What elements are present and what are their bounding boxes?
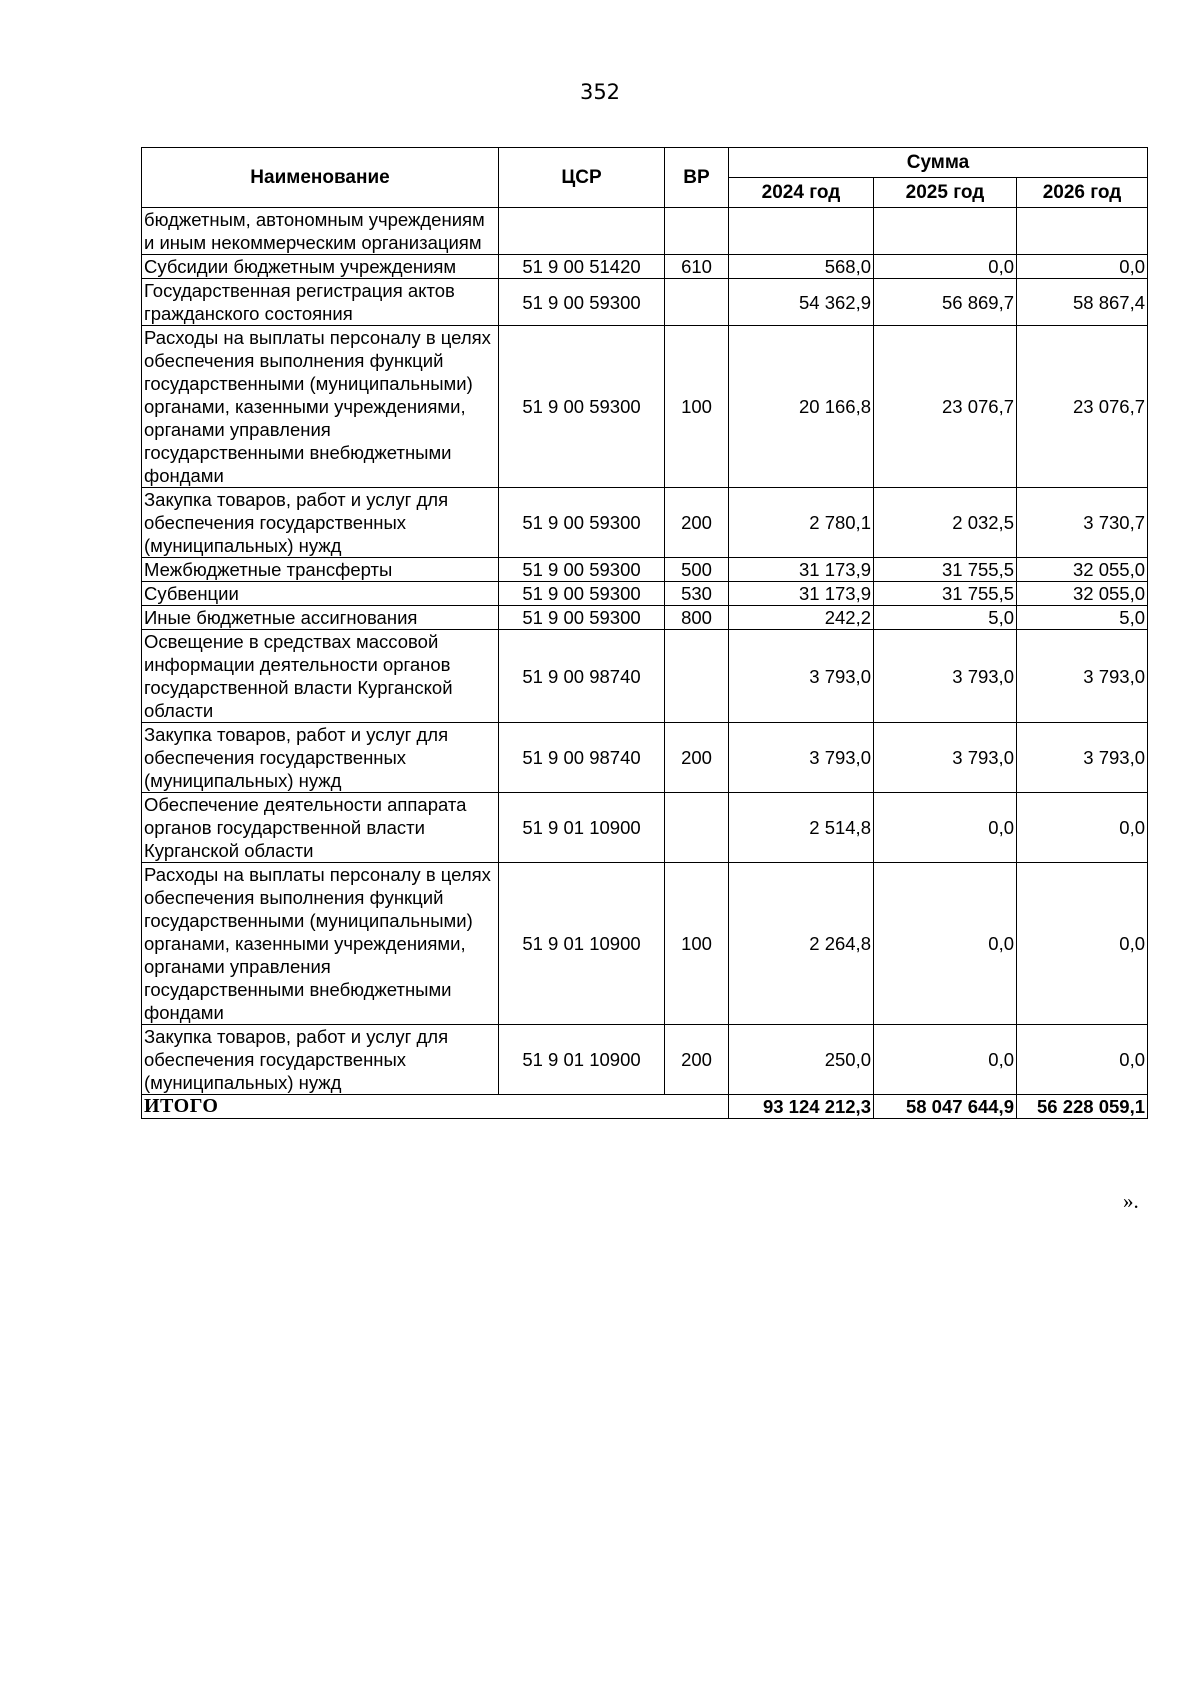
row-vr: 200 [665, 1025, 729, 1095]
table-row [142, 255, 1148, 279]
row-name: Иные бюджетные ассигнования [142, 606, 499, 630]
row-2025: 0,0 [874, 863, 1017, 1025]
row-2026: 5,0 [1017, 606, 1148, 630]
row-name: Обеспечение деятельности аппарата органов государственной власти Курганской области [142, 793, 499, 863]
row-2025: 23 076,7 [874, 326, 1017, 488]
row-vr: 500 [665, 558, 729, 582]
row-csr: 51 9 00 59300 [499, 488, 665, 558]
page-number: 352 [579, 80, 621, 104]
header-vr: ВР [665, 148, 729, 208]
row-vr [665, 793, 729, 863]
table-row [142, 723, 1148, 793]
row-name: Расходы на выплаты персоналу в целях обеспечения выполнения функций государственными (муниципальными) органами, казенными учреждениями, органами управления государственными внебюджетными фондами [142, 326, 499, 488]
header-name: Наименование [142, 148, 499, 208]
row-2025: 0,0 [874, 1025, 1017, 1095]
table-row [142, 793, 1148, 863]
row-2025: 31 755,5 [874, 582, 1017, 606]
row-name: Закупка товаров, работ и услуг для обеспечения государственных (муниципальных) нужд [142, 1025, 499, 1095]
row-2025: 3 793,0 [874, 723, 1017, 793]
row-vr [665, 630, 729, 723]
row-2026: 58 867,4 [1017, 279, 1148, 326]
row-vr: 530 [665, 582, 729, 606]
header-year-2026: 2026 год [1017, 178, 1148, 208]
row-csr: 51 9 00 59300 [499, 606, 665, 630]
row-name: Закупка товаров, работ и услуг для обеспечения государственных (муниципальных) нужд [142, 723, 499, 793]
row-2024: 568,0 [729, 255, 874, 279]
table-row [142, 326, 1148, 488]
table-row [142, 582, 1148, 606]
row-2024: 2 264,8 [729, 863, 874, 1025]
row-2024: 31 173,9 [729, 558, 874, 582]
row-2024: 250,0 [729, 1025, 874, 1095]
row-vr: 800 [665, 606, 729, 630]
row-2024: 2 514,8 [729, 793, 874, 863]
row-2026: 0,0 [1017, 793, 1148, 863]
total-2026: 56 228 059,1 [1017, 1095, 1148, 1119]
row-2026: 3 793,0 [1017, 630, 1148, 723]
row-vr [665, 208, 729, 255]
total-label: ИТОГО [142, 1095, 729, 1119]
table-row [142, 208, 1148, 255]
table-row [142, 863, 1148, 1025]
row-name: Освещение в средствах массовой информации деятельности органов государственной власти Курганской области [142, 630, 499, 723]
row-2026: 3 793,0 [1017, 723, 1148, 793]
row-vr: 100 [665, 863, 729, 1025]
row-2025: 3 793,0 [874, 630, 1017, 723]
table-row [142, 279, 1148, 326]
header-csr: ЦСР [499, 148, 665, 208]
row-name: Расходы на выплаты персоналу в целях обеспечения выполнения функций государственными (муниципальными) органами, казенными учреждениями, органами управления государственными внебюджетными фондами [142, 863, 499, 1025]
row-csr: 51 9 01 10900 [499, 863, 665, 1025]
row-vr: 610 [665, 255, 729, 279]
header-sum: Сумма [729, 148, 1148, 178]
header-year-2025: 2025 год [874, 178, 1017, 208]
row-2024: 54 362,9 [729, 279, 874, 326]
table-header [142, 148, 1148, 208]
row-2026: 32 055,0 [1017, 558, 1148, 582]
row-2026: 0,0 [1017, 863, 1148, 1025]
table-row [142, 488, 1148, 558]
row-2026: 3 730,7 [1017, 488, 1148, 558]
row-2025: 2 032,5 [874, 488, 1017, 558]
header-year-2024: 2024 год [729, 178, 874, 208]
row-vr [665, 279, 729, 326]
row-2026: 32 055,0 [1017, 582, 1148, 606]
row-2026: 0,0 [1017, 255, 1148, 279]
row-vr: 100 [665, 326, 729, 488]
row-2025 [874, 208, 1017, 255]
row-2026 [1017, 208, 1148, 255]
row-csr: 51 9 00 59300 [499, 582, 665, 606]
row-csr: 51 9 00 59300 [499, 326, 665, 488]
row-csr: 51 9 00 98740 [499, 630, 665, 723]
row-vr: 200 [665, 488, 729, 558]
row-2024: 3 793,0 [729, 723, 874, 793]
row-2024: 20 166,8 [729, 326, 874, 488]
row-csr: 51 9 01 10900 [499, 1025, 665, 1095]
table-body [142, 208, 1148, 1119]
row-2026: 0,0 [1017, 1025, 1148, 1095]
row-2025: 31 755,5 [874, 558, 1017, 582]
total-row [142, 1095, 1148, 1119]
row-name: бюджетным, автономным учреждениям и иным некоммерческим организациям [142, 208, 499, 255]
row-2024 [729, 208, 874, 255]
total-2025: 58 047 644,9 [874, 1095, 1017, 1119]
row-2024: 3 793,0 [729, 630, 874, 723]
row-2024: 31 173,9 [729, 582, 874, 606]
row-csr: 51 9 00 51420 [499, 255, 665, 279]
row-name: Межбюджетные трансферты [142, 558, 499, 582]
row-2024: 2 780,1 [729, 488, 874, 558]
row-2025: 56 869,7 [874, 279, 1017, 326]
row-csr [499, 208, 665, 255]
table-row [142, 1025, 1148, 1095]
row-name: Субвенции [142, 582, 499, 606]
table-row [142, 630, 1148, 723]
budget-table [141, 147, 1148, 1119]
row-csr: 51 9 00 59300 [499, 558, 665, 582]
table-row [142, 606, 1148, 630]
table-row [142, 558, 1148, 582]
row-2025: 0,0 [874, 793, 1017, 863]
closing-quote-mark: ». [1123, 1189, 1139, 1213]
row-2025: 0,0 [874, 255, 1017, 279]
row-name: Субсидии бюджетным учреждениям [142, 255, 499, 279]
row-name: Государственная регистрация актов гражданского состояния [142, 279, 499, 326]
row-csr: 51 9 00 98740 [499, 723, 665, 793]
row-csr: 51 9 00 59300 [499, 279, 665, 326]
row-vr: 200 [665, 723, 729, 793]
row-2026: 23 076,7 [1017, 326, 1148, 488]
row-name: Закупка товаров, работ и услуг для обеспечения государственных (муниципальных) нужд [142, 488, 499, 558]
row-2024: 242,2 [729, 606, 874, 630]
row-2025: 5,0 [874, 606, 1017, 630]
row-csr: 51 9 01 10900 [499, 793, 665, 863]
total-2024: 93 124 212,3 [729, 1095, 874, 1119]
